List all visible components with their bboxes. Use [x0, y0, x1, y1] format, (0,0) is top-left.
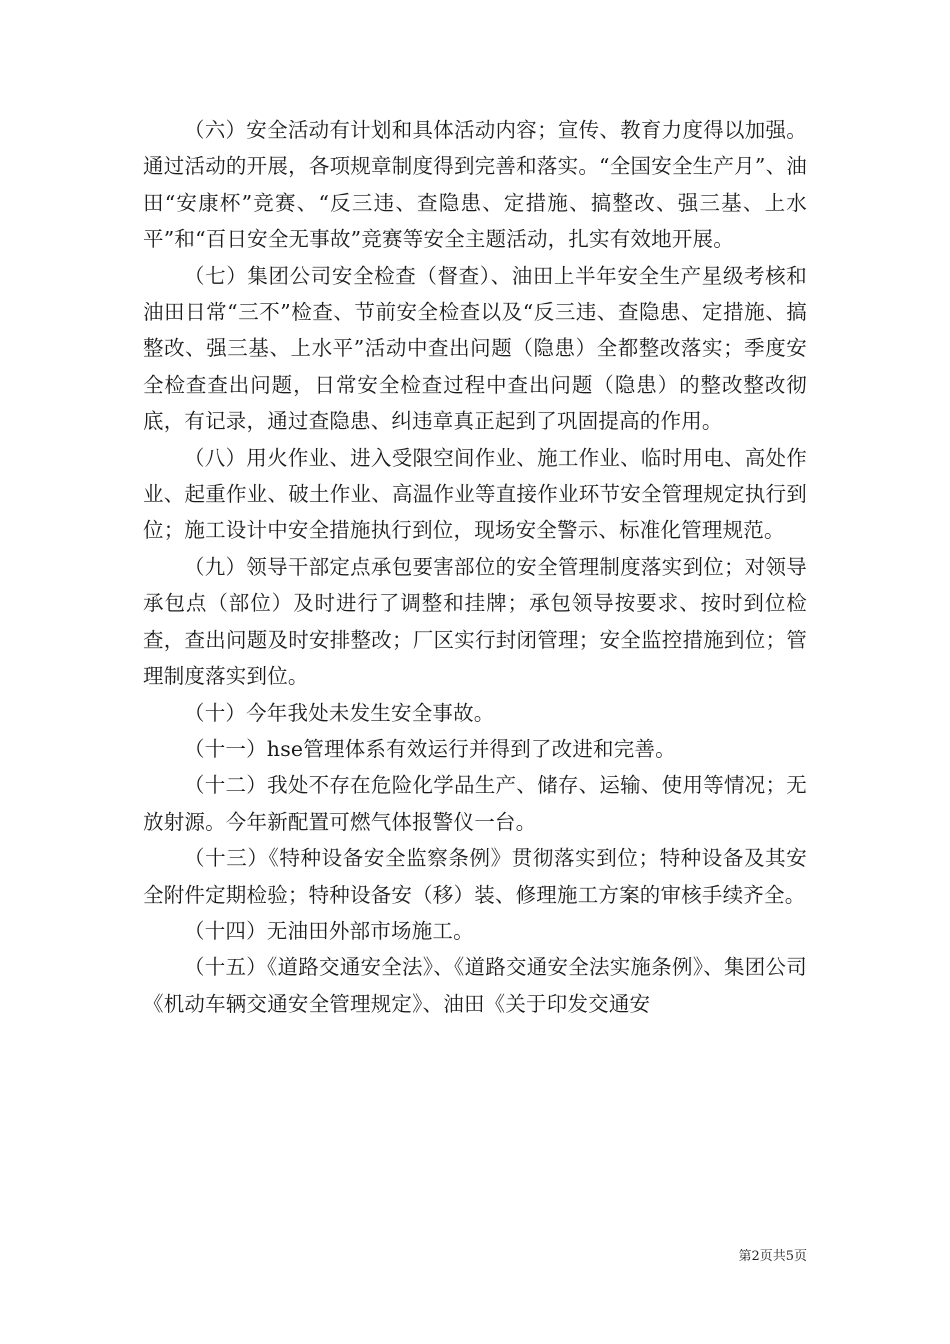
paragraph-14: （十四）无油田外部市场施工。 — [184, 918, 474, 943]
paragraph-8: （八）用火作业、进入受限空间作业、施工作业、临时用电、高处作业、起重作业、破土作业、高温作业等直接作业环节安全管理规定执行到位；施工设计中安全措施执行到位，现场安全警示、标准化管理规范。 — [143, 445, 807, 543]
document-body — [143, 112, 807, 1022]
paragraph-13: （十三）《特种设备安全监察条例》贯彻落实到位；特种设备及其安全附件定期检验；特种设备安（移）装、修理施工方案的审核手续齐全。 — [143, 846, 807, 907]
paragraph-7: （七）集团公司安全检查（督查）、油田上半年安全生产星级考核和油田日常“三不”检查、节前安全检查以及“反三违、查隐患、定措施、搞整改、强三基、上水平”活动中查出问题（隐患）全都整改落实；季度安全检查查出问题，日常安全检查过程中查出问题（隐患）的整改整改彻底，有记录，通过查隐患、纠违章真正起到了巩固提高的作用。 — [143, 263, 807, 434]
paragraph-12: （十二）我处不存在危险化学品生产、储存、运输、使用等情况；无放射源。今年新配置可燃气体报警仪一台。 — [143, 773, 807, 834]
paragraph-11: （十一）hse管理体系有效运行并得到了改进和完善。 — [184, 736, 676, 761]
paragraph-9: （九）领导干部定点承包要害部位的安全管理制度落实到位；对领导承包点（部位）及时进行了调整和挂牌；承包领导按要求、按时到位检查，查出问题及时安排整改；厂区实行封闭管理；安全监控措施到位；管理制度落实到位。 — [143, 554, 807, 689]
paragraph-6: （六）安全活动有计划和具体活动内容；宣传、教育力度得以加强。通过活动的开展，各项规章制度得到完善和落实。“全国安全生产月”、油田“安康杯”竞赛、“反三违、查隐患、定措施、搞整改、强三基、上水平”和“百日安全无事故”竞赛等安全主题活动，扎实有效地开展。 — [143, 118, 807, 252]
paragraph-15: （十五）《道路交通安全法》、《道路交通安全法实施条例》、集团公司《机动车辆交通安全管理规定》、油田《关于印发交通安 — [143, 955, 807, 1016]
paragraph-10: （十）今年我处未发生安全事故。 — [184, 700, 495, 725]
page-number-footer: 第2页共5页 — [738, 1249, 807, 1264]
